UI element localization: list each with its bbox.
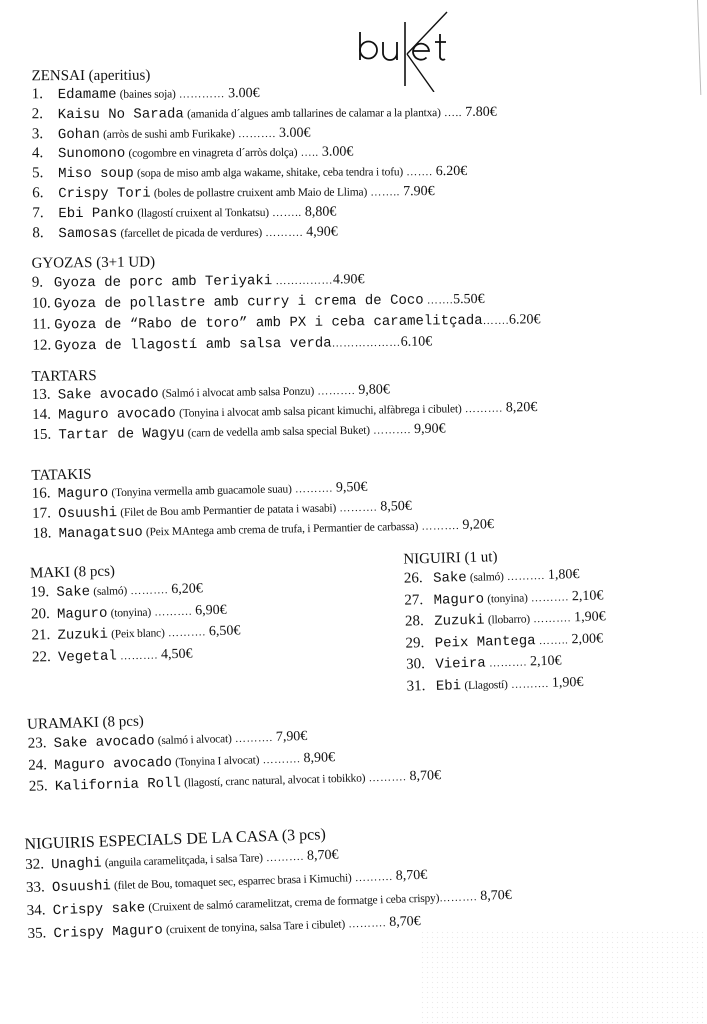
item-price: 3.00€ — [278, 125, 311, 141]
item-name: Maguro — [56, 605, 108, 623]
leader-dots: ………… — [178, 88, 225, 101]
leader-dots: ……. — [406, 166, 433, 179]
item-name: Edamame — [57, 86, 117, 104]
item-price: 3.00€ — [228, 86, 260, 102]
item-description: (boles de pollastre cruixent amb Maio de Llima) — [153, 186, 368, 200]
leader-dots: ………. — [488, 656, 527, 670]
leader-dots: ………. — [348, 917, 387, 931]
leader-dots: ………. — [439, 891, 478, 905]
section-title: URAMAKI (8 pcs) — [26, 713, 145, 733]
item-number: 7. — [32, 204, 44, 221]
leader-dots: ……. — [482, 314, 509, 327]
section-title: TARTARS — [31, 367, 97, 385]
item-number: 6. — [32, 185, 44, 202]
item-name: Miso soup — [58, 165, 134, 183]
leader-dots: …….. — [370, 186, 400, 199]
item-price: 6.20€ — [435, 164, 468, 180]
item-number: 35. — [27, 925, 47, 943]
item-name: Osuushi — [58, 504, 118, 523]
item-description: (Cruixent de salmó caramelitzat, crema de formatge i ceba crispy) — [148, 892, 440, 914]
item-number: 32. — [25, 856, 45, 874]
item-price: 9,90€ — [413, 421, 446, 437]
leader-dots: ………. — [119, 648, 158, 662]
item-description: (salmó) — [469, 571, 504, 584]
item-name: Gyoza de porc amb Teriyaki — [53, 273, 273, 292]
item-description: (filet de Bou, tomaquet sec, esparrec brasa i Kimuchi) — [113, 872, 352, 893]
item-number: 11. — [32, 316, 51, 333]
item-number: 26. — [403, 570, 423, 587]
item-description: (Tonyina vermella amb guacamole suau) — [111, 483, 292, 500]
item-name: Vegetal — [57, 647, 118, 666]
item-description: (carn de vedella amb salsa special Buket) — [187, 424, 370, 440]
item-description: (Tonyina I alvocat) — [174, 753, 260, 769]
item-price: 4.90€ — [332, 272, 365, 288]
item-name: Maguro avocado — [58, 405, 176, 424]
item-description: (llagostí, cranc natural, alvocat i tobikko) — [183, 772, 366, 790]
item-description: (Filet de Bou amb Permantier de patata i wasabi) — [120, 502, 337, 519]
item-number: 29. — [405, 634, 425, 652]
item-number: 8. — [32, 224, 44, 241]
item-price: 9,20€ — [462, 516, 495, 533]
item-price: 6.20€ — [508, 312, 541, 328]
item-name: Kalifornia Roll — [54, 775, 182, 796]
leader-dots: ………. — [317, 384, 356, 398]
item-description: (salmó) — [93, 585, 128, 599]
item-name: Peix Mantega — [434, 632, 536, 652]
section-maki — [30, 559, 241, 668]
leader-dots: ………. — [506, 569, 545, 583]
item-number: 28. — [404, 613, 424, 630]
item-name: Ebi — [435, 677, 462, 695]
item-description: (Salmó i alvocat amb salsa Ponzu) — [161, 385, 315, 400]
item-price: 6,20€ — [171, 581, 203, 598]
section-uramaki — [27, 704, 441, 798]
item-description: (Peix blanc) — [111, 627, 165, 641]
leader-dots: ………. — [167, 626, 206, 640]
section-tatakis — [31, 457, 494, 544]
menu-item — [32, 103, 497, 125]
item-number: 17. — [32, 505, 52, 522]
item-price: 8,70€ — [306, 847, 339, 864]
leader-dots: …….. — [272, 206, 302, 219]
item-name: Crispy Tori — [58, 185, 151, 203]
item-number: 10. — [31, 295, 51, 312]
item-name: Gyoza de llagostí amb salsa verda — [54, 335, 332, 355]
item-price: 7.80€ — [465, 104, 497, 120]
menu-item — [32, 162, 497, 184]
item-number: 13. — [31, 386, 51, 403]
menu-item — [32, 182, 497, 204]
item-number: 21. — [31, 627, 51, 644]
menu-item — [32, 202, 497, 224]
item-price: 7,90€ — [275, 728, 308, 745]
item-price: 8,70€ — [479, 887, 512, 904]
item-description: (tonyina) — [110, 606, 152, 620]
item-name: Crispy Maguro — [53, 922, 164, 943]
item-price: 9,50€ — [335, 479, 368, 496]
item-number: 25. — [28, 778, 48, 795]
item-description: (arròs de sushi amb Furikake) — [103, 127, 235, 141]
item-number: 2. — [31, 105, 44, 123]
item-description: (baines soja) — [119, 88, 176, 101]
leader-dots: ………. — [154, 605, 193, 619]
item-price: 2,00€ — [571, 630, 604, 647]
leader-dots: ………. — [234, 731, 273, 745]
item-number: 24. — [28, 756, 48, 774]
item-description: (salmó i alvocat) — [157, 733, 232, 748]
item-number: 1. — [31, 86, 43, 103]
item-price: 6,90€ — [195, 602, 227, 619]
item-price: 6,50€ — [208, 623, 241, 640]
item-name: Sake — [432, 570, 467, 587]
item-number: 31. — [406, 677, 426, 695]
item-price: 2,10€ — [571, 587, 604, 604]
item-description: (cruixent de tonyina, salsa Tare i cibulet) — [165, 918, 346, 937]
item-name: Zuzuki — [434, 612, 485, 630]
scan-texture — [420, 930, 707, 1024]
leader-dots: …………… — [275, 274, 334, 288]
item-number: 20. — [30, 605, 50, 623]
item-description: (amanida d´algues amb tallarines de calamar a la plantxa) — [187, 106, 441, 121]
item-name: Vieira — [435, 655, 486, 673]
leader-dots: ………. — [265, 226, 304, 239]
item-price: 8,90€ — [303, 749, 336, 766]
item-price: 8,70€ — [395, 867, 428, 884]
menu-item — [32, 330, 540, 356]
leader-dots: ………. — [464, 402, 503, 415]
section-title: ZENSAI (aperitius) — [31, 67, 151, 85]
item-number: 14. — [32, 406, 52, 423]
section-title: NIGUIRI (1 ut) — [403, 549, 498, 568]
item-name: Maguro avocado — [54, 754, 173, 774]
item-number: 23. — [27, 735, 47, 752]
item-price: 1,90€ — [551, 674, 584, 691]
item-name: Sunomono — [57, 146, 126, 163]
menu-item — [32, 642, 241, 669]
leader-dots: ………. — [294, 482, 333, 496]
item-price: 8,20€ — [505, 399, 538, 416]
item-name: Ebi Panko — [58, 205, 134, 222]
leader-dots: ………. — [372, 423, 411, 437]
item-name: Sake avocado — [57, 385, 159, 404]
item-price: 1,80€ — [547, 567, 580, 583]
item-name: Osuushi — [51, 878, 112, 897]
leader-dots: ……. — [426, 294, 454, 307]
leader-dots: ………. — [237, 127, 276, 140]
leader-dots: ………. — [130, 584, 169, 598]
section-title: MAKI (8 pcs) — [29, 563, 116, 582]
item-number: 34. — [26, 902, 46, 920]
item-number: 5. — [32, 165, 44, 182]
item-price: 6.10€ — [400, 334, 433, 350]
item-number: 9. — [31, 274, 44, 291]
item-number: 18. — [32, 525, 52, 542]
leader-dots: ………. — [262, 752, 301, 766]
item-price: 7.90€ — [403, 184, 435, 200]
item-price: 4,90€ — [306, 224, 338, 240]
item-name: Sake — [56, 584, 91, 601]
item-name: Gohan — [57, 126, 100, 143]
item-number: 30. — [405, 656, 426, 673]
item-description: (cogombre en vinagreta d´arròs dolça) — [128, 147, 298, 161]
item-name: Kaisu No Sarada — [57, 106, 184, 123]
section-tartars — [31, 360, 537, 445]
item-name: Crispy sake — [52, 900, 146, 920]
item-name: Unaghi — [51, 855, 102, 874]
leader-dots: ……………… — [331, 336, 401, 350]
leader-dots: ….. — [300, 147, 319, 160]
item-price: 5.50€ — [453, 291, 485, 308]
item-price: 8,50€ — [380, 498, 412, 515]
item-number: 12. — [32, 337, 52, 354]
leader-dots: ………. — [368, 771, 407, 785]
item-price: 3.00€ — [321, 144, 354, 161]
item-price: 8,70€ — [409, 768, 442, 785]
leader-dots: ….. — [443, 106, 462, 119]
menu-item — [32, 83, 497, 105]
item-number: 3. — [31, 125, 44, 142]
item-description: (Tonyina i alvocat amb salsa picant kimuchi, alfàbrega i cibulet) — [178, 403, 462, 420]
menu-item — [32, 142, 497, 164]
item-name: Samosas — [58, 225, 118, 242]
item-description: (tonyina) — [487, 591, 528, 605]
section-title: NIGUIRIS ESPECIALS DE LA CASA (3 pcs) — [24, 826, 327, 854]
leader-dots: ………. — [510, 677, 549, 691]
item-price: 1,90€ — [573, 609, 606, 626]
item-price: 4,50€ — [160, 646, 193, 662]
leader-dots: ………. — [354, 870, 393, 885]
item-number: 16. — [31, 485, 51, 502]
item-name: Gyoza de pollastre amb curry i crema de Coco — [53, 292, 424, 313]
item-number: 27. — [404, 591, 424, 609]
section-gyozas — [31, 249, 540, 356]
leader-dots: …….. — [538, 633, 569, 647]
item-description: (anguila caramelitçada, i salsa Tare) — [104, 852, 263, 870]
leader-dots: ………. — [533, 612, 572, 626]
item-number: 4. — [31, 145, 44, 162]
leader-dots: ………. — [530, 590, 569, 604]
menu-item — [32, 122, 497, 144]
item-price: 9,80€ — [358, 382, 390, 398]
item-number: 33. — [25, 879, 46, 897]
item-description: (Llagostí) — [464, 678, 508, 692]
item-price: 2,10€ — [529, 653, 562, 670]
section-zensai — [32, 65, 498, 244]
item-name: Sake avocado — [53, 733, 155, 753]
leader-dots: ………. — [421, 519, 460, 533]
item-description: (Peix MAntega amb crema de trufa, i Permantier de carbassa) — [145, 520, 419, 539]
paper-edge — [697, 0, 701, 95]
leader-dots: ………. — [265, 850, 304, 865]
item-description: (llobarro) — [487, 613, 531, 627]
item-name: Maguro — [57, 485, 109, 503]
item-number: 15. — [32, 426, 52, 443]
item-description: (farcellet de picada de verdures) — [120, 226, 263, 240]
item-name: Zuzuki — [57, 626, 109, 644]
item-name: Maguro — [433, 591, 485, 609]
section-title: GYOZAS (3+1 UD) — [31, 254, 156, 272]
item-number: 22. — [31, 648, 51, 666]
leader-dots: ………. — [339, 501, 378, 515]
section-niguiri — [403, 545, 608, 697]
item-number: 19. — [30, 584, 50, 601]
menu-item — [32, 221, 497, 243]
menu-item — [406, 671, 607, 698]
item-name: Tartar de Wagyu — [58, 425, 185, 444]
item-description: (llagostí cruixent al Tonkatsu) — [137, 206, 269, 220]
section-niguiris-especials — [24, 820, 513, 946]
section-title: TATAKIS — [31, 466, 92, 484]
item-price: 8,70€ — [388, 913, 421, 931]
item-name: Managatsuo — [58, 524, 143, 542]
item-description: (sopa de miso amb alga wakame, shitake, ceba tendra i tofu) — [136, 166, 404, 180]
item-price: 8,80€ — [304, 204, 337, 220]
item-name: Gyoza de “Rabo de toro” amb PX i ceba caramelitçada — [54, 312, 483, 334]
